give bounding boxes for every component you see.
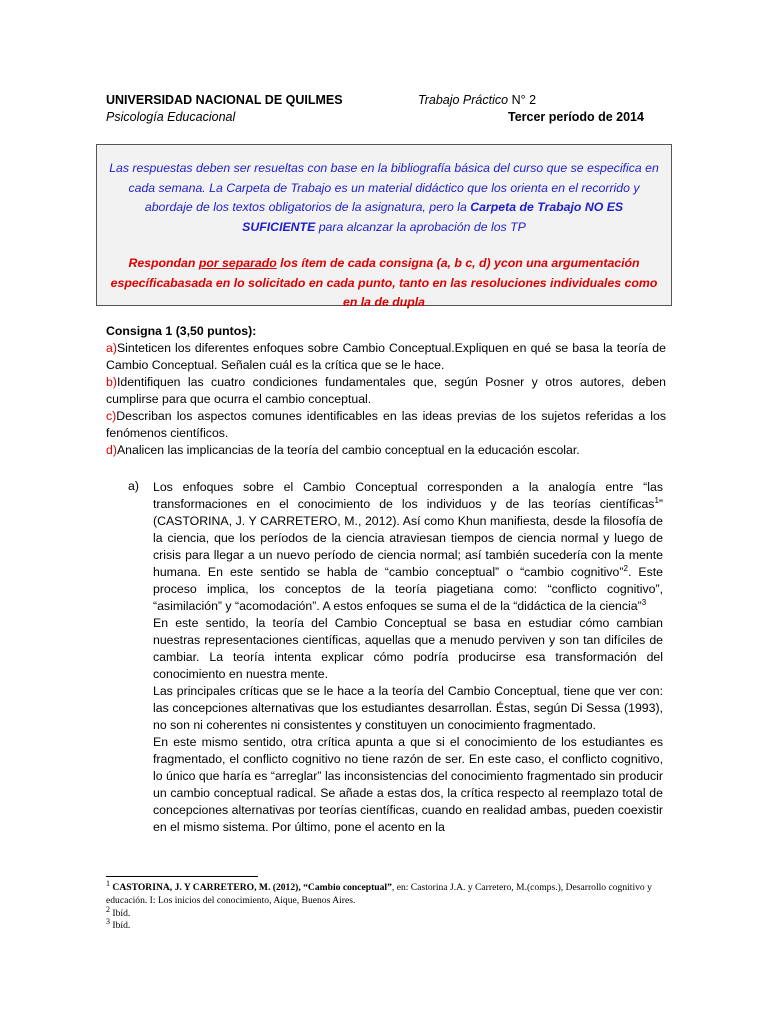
notice-red-text [107,254,661,313]
notice-box [96,144,672,309]
footnote-3 [106,916,668,933]
notice-red-part1: Respondan [128,256,199,270]
footnote-bold: CASTORINA, J. Y CARRETERO, M. (2012), “Cambio conceptual” [112,882,392,893]
subject-name: Psicología Educacional [106,110,236,124]
notice-text-part1: Las respuestas deben ser resueltas con base en la bibliografía básica del curso que se especifica en cada semana. La Carpeta de Trabajo es un material didáctico que los orienta en el recorrido y abordaje de los textos obligatorios de la asignatura, pero la [109,161,659,214]
notice-red-underlined: por separado [198,256,277,270]
consigna-title: Consigna 1 (3,50 puntos): [106,324,257,338]
notice-text-part2: para alcanzar la aprobación de los TP [315,219,526,234]
answer-p1-c: . Este proceso implica, los conceptos de la teoría piagetiana como: “conflicto cognitivo”, “asimilación” y “acomodación”. A estos enfoques se suma el de la “didáctica de la ciencia” [153,565,663,613]
item-letter: d) [106,443,117,457]
footnote-ref-2: 2 [623,563,628,573]
answer-p1-b: ” (CASTORINA, J. Y CARRETERO, M., 2012). Así como Khun manifiesta, desde la filosofía de la ciencia, que los períodos de la ciencia atraviesan tiempos de ciencia normal y luego de crisis para llegar a un nuevo período de ciencia normal; así también sucedería con la mente humana. En este sentido se habla de “cambio conceptual” o “cambio cognitivo” [153,497,663,579]
footnote-number: 2 [106,904,110,914]
item-text: Identifiquen las cuatro condiciones fundamentales que, según Posner y otros autores, deben cumplirse para que ocurra el cambio conceptual. [106,375,666,406]
period: Tercer período de 2014 [508,110,644,124]
footnote-2 [106,904,668,921]
answer-body [153,479,663,836]
tp-label: Trabajo Práctico [418,93,509,107]
item-text: Analicen las implicancias de la teoría del cambio conceptual en la educación escolar. [116,443,580,457]
item-letter: c) [106,409,117,423]
tp-number: N° 2 [511,93,537,107]
notice-text [107,159,661,237]
answer-paragraph-4: En este mismo sentido, otra crítica apunta a que si el conocimiento de los estudiantes es fragmentado, el conflicto cognitivo no tiene razón de ser. En este caso, el conflicto cognitivo, lo único que haría es “arreglar” las inconsistencias del conocimiento fragmentado sin producir un cambio conceptual radical. Se añade a estas dos, la crítica respecto al reemplazo total de concepciones alternativas por teorías científicas, cuando en realidad ambas, pueden coexistir en el mismo sistema. Por último, pone el acento en la [153,735,663,834]
answer-p1-a: Los enfoques sobre el Cambio Conceptual corresponden a la analogía entre “las transformaciones en el conocimiento de los individuos y de las teorías científicas [153,480,663,511]
item-text: Describan los aspectos comunes identificables en las ideas previas de los sujetos referidas a los fenómenos científicos. [106,409,666,440]
item-text: Sinteticen los diferentes enfoques sobre Cambio Conceptual.Expliquen en qué se basa la teoría de Cambio Conceptual. Señalen cuál es la crítica que se le hace. [106,341,666,372]
university-name: UNIVERSIDAD NACIONAL DE QUILMES [106,93,343,107]
consigna-item-d [106,442,666,459]
answer-paragraph-1 [153,479,663,615]
answer-paragraph-3: Las principales críticas que se le hace a la teoría del Cambio Conceptual, tiene que ver con: las concepciones alternativas que los estudiantes desarrollan. Éstas, según Di Sessa (1993), no son ni coherentes ni consistentes y constituyen un conocimiento fragmentado. [153,684,663,732]
consigna-item-c [106,408,666,442]
footnote-text: , en: Castorina J.A. y Carretero, M.(comps.), Desarrollo cognitivo y educación. I: Los inicios del conocimiento, Aique, Buenos Aires. [106,882,652,906]
footnote-number: 1 [106,878,110,888]
footnote-text: Ibíd. [112,908,131,919]
footnote-text: Ibíd. [112,920,131,931]
item-letter: a) [106,341,117,355]
consigna-item-a [106,340,666,374]
footnote-1 [106,878,668,907]
footnote-separator [106,876,258,877]
footnote-ref-1: 1 [654,495,659,505]
notice-text-bold: Carpeta de Trabajo NO ES SUFICIENTE [242,200,624,234]
item-letter: b) [106,375,117,389]
footnote-number: 3 [106,916,110,926]
consigna-section [106,323,666,459]
consigna-item-b [106,374,666,408]
answer-paragraph-2: En este sentido, la teoría del Cambio Conceptual se basa en estudiar cómo cambian nuestras representaciones científicas, aquellas que a menudo perviven y son tan difíciles de cambiar. La teoría intenta explicar cómo podría producirse esa transformación del conocimiento en nuestra mente. [153,616,663,681]
answer-marker: a) [128,479,139,493]
notice-red-part2: los ítem de cada consigna (a, b c, d) ycon una argumentación específicabasada en lo solicitado en cada punto, tanto en las resoluciones individuales como en la de dupla [110,256,658,309]
footnote-ref-3: 3 [641,597,647,607]
tp-title [418,93,536,107]
